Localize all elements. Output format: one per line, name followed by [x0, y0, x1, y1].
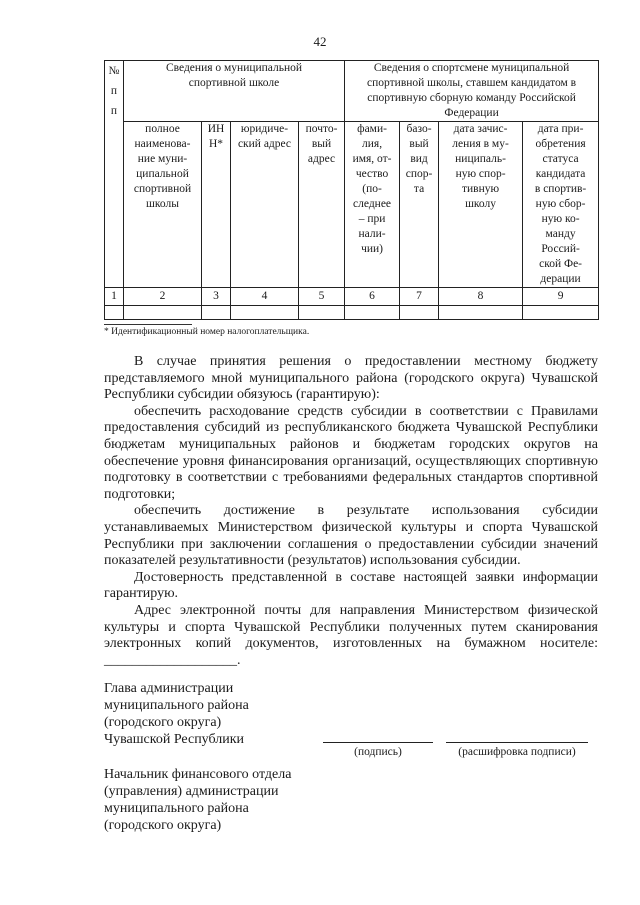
signature-finance-title	[104, 766, 291, 834]
text-line: имя, от-	[352, 153, 392, 165]
text-line: ИН	[207, 123, 225, 135]
text-line: (по-	[362, 183, 382, 195]
text-line: в спортив-	[534, 183, 587, 195]
text-line: школу	[465, 198, 497, 210]
text-line: дата зачис-	[453, 123, 508, 135]
text-line: – при	[358, 213, 386, 225]
text-line: спор-	[405, 168, 433, 180]
column-number: 6	[345, 288, 400, 306]
text-line: вый	[409, 138, 429, 150]
text-line: тивную	[461, 183, 500, 195]
text-line: адрес	[307, 153, 336, 165]
title-line: Чувашской Республики	[104, 732, 245, 747]
col-header-postal-address	[299, 122, 345, 288]
text-line: лия,	[362, 138, 383, 150]
column-number: 8	[439, 288, 523, 306]
text-line: манду	[545, 228, 576, 240]
text-line: чии)	[361, 243, 383, 255]
text-line: дерации	[540, 273, 581, 285]
footnote: * Идентификационный номер налогоплательщика.	[104, 327, 310, 337]
signature-head-title	[104, 680, 249, 748]
text-line: обретения	[535, 138, 586, 150]
header-no-line: №	[108, 65, 120, 77]
signature-decoding-caption: (расшифровка подписи)	[458, 746, 576, 758]
col-header-base-sport	[400, 122, 439, 288]
header-no-line: п	[110, 105, 118, 117]
text-line: базо-	[406, 123, 432, 135]
text-line: Н*	[208, 138, 224, 150]
header-no-line: п	[110, 85, 118, 97]
header-athlete-info: Сведения о спортсмене муниципальной спортивной школы, ставшем кандидатом в спортивную сборную команду Российской Федерации	[345, 61, 599, 122]
paragraph: обеспечить расходование средств субсидии в соответствии с Правилами предоставления субсидий из республиканского бюджета Чувашской Республики бюджетам муниципальных районов и бюджетам городских округов на обеспечение уровня финансирования организаций, осуществляющих спортивную подготовку в соответствии с требованиями федеральных стандартов спортивной подготовки;	[104, 403, 598, 502]
text-line: ную ко-	[541, 213, 580, 225]
title-line: Глава администрации	[104, 681, 234, 696]
page-number: 42	[313, 34, 327, 49]
text-line: та	[413, 183, 425, 195]
column-number: 4	[231, 288, 299, 306]
text-line: наименова-	[134, 138, 191, 150]
header-school-info: Сведения о муниципальной спортивной школе	[124, 61, 345, 122]
text-line: ниципаль-	[455, 153, 506, 165]
text-line: ную спор-	[455, 168, 506, 180]
col-header-inn	[202, 122, 231, 288]
text-line: ления в му-	[452, 138, 509, 150]
text-line: юридиче-	[240, 123, 289, 135]
text-line: почто-	[305, 123, 338, 135]
text-line: Россий-	[541, 243, 580, 255]
text-line: чество	[355, 168, 389, 180]
paragraph: обеспечить достижение в результате использования субсидии устанавливаемых Министерством физической культуры и спорта Чувашской Республики при заключении соглашения о предоставлении субсидии значений показателей результативности (результатов) использования субсидии.	[104, 503, 598, 569]
text-line: статуса	[542, 153, 579, 165]
text-line: ской Фе-	[539, 258, 583, 270]
column-numbers-row	[105, 288, 599, 306]
col-header-legal-address	[231, 122, 299, 288]
col-header-fio	[345, 122, 400, 288]
column-number: 3	[202, 288, 231, 306]
column-number: 7	[400, 288, 439, 306]
application-table	[104, 60, 599, 320]
title-line: муниципального района	[104, 801, 249, 816]
header-row-number	[105, 61, 124, 288]
text-line: вид	[410, 153, 428, 165]
text-line: школы	[146, 198, 179, 210]
title-line: (управления) администрации	[104, 784, 279, 799]
text-line: следнее	[353, 198, 392, 210]
col-header-status-date	[523, 122, 599, 288]
signature-caption: (подпись)	[354, 746, 402, 758]
empty-data-row	[105, 306, 599, 320]
commitment-text	[104, 354, 598, 669]
signature-decoding-line	[446, 742, 588, 743]
text-line: ние муни-	[137, 153, 188, 165]
text-line: полное	[145, 123, 180, 135]
footnote-rule	[104, 324, 192, 325]
text-line: нали-	[358, 228, 386, 240]
title-line: Начальник финансового отдела	[104, 767, 292, 782]
signature-line	[323, 742, 433, 743]
text-line: ский адрес	[237, 138, 292, 150]
column-number: 2	[124, 288, 202, 306]
text-line: кандидата	[535, 168, 586, 180]
column-number: 5	[299, 288, 345, 306]
column-number: 9	[523, 288, 599, 306]
text-line: вый	[311, 138, 332, 150]
col-header-enroll-date	[439, 122, 523, 288]
text-line: ную сбор-	[535, 198, 586, 210]
title-line: (городского округа)	[104, 818, 222, 833]
paragraph: Адрес электронной почты для направления Министерством физической культуры и спорта Чувашской Республики полученных путем сканирования электронных копий документов, изготовленных на бумажном носителе: ___________________.	[104, 602, 598, 668]
paragraph: В случае принятия решения о предоставлении местному бюджету представляемого мной муниципального района (городского округа) Чувашской Республики субсидии обязуюсь (гарантирую):	[104, 354, 598, 403]
text-line: спортивной	[133, 183, 192, 195]
title-line: (городского округа)	[104, 715, 222, 730]
text-line: фами-	[357, 123, 387, 135]
col-header-full-name	[124, 122, 202, 288]
paragraph: Достоверность представленной в составе настоящей заявки информации гарантирую.	[104, 569, 598, 602]
text-line: ципальной	[136, 168, 189, 180]
text-line: дата при-	[537, 123, 584, 135]
title-line: муниципального района	[104, 698, 249, 713]
column-number: 1	[105, 288, 124, 306]
